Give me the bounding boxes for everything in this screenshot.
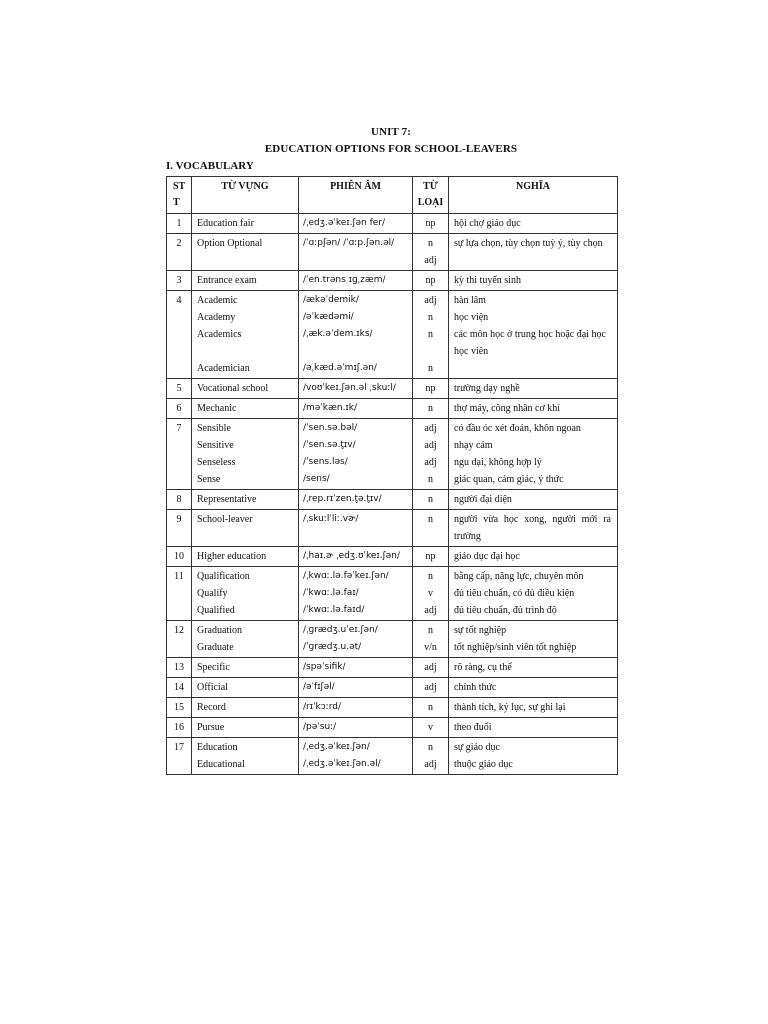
phonetic-transcription: /məˈkæn.ɪk/ <box>299 399 413 419</box>
vocabulary-table <box>166 176 618 775</box>
row-number: 9 <box>167 510 192 547</box>
vocab-word: Education fair <box>192 214 299 234</box>
row-number: 4 <box>167 291 192 379</box>
vocab-word: Vocational school <box>192 379 299 399</box>
table-row <box>167 738 618 775</box>
vocab-word: Higher education <box>192 547 299 567</box>
row-number: 13 <box>167 658 192 678</box>
phonetic-transcription: /spəˈsifik/ <box>299 658 413 678</box>
vocab-word: Entrance exam <box>192 271 299 291</box>
vocab-word: Graduation Graduate <box>192 621 299 658</box>
meaning: hội chợ giáo dục <box>449 214 618 234</box>
vocab-word: School-leaver <box>192 510 299 547</box>
phonetic-transcription: /ˈen.trəns ɪɡˌzæm/ <box>299 271 413 291</box>
vocab-word: Sensible Sensitive Senseless Sense <box>192 419 299 490</box>
meaning: có đầu óc xét đoán, khôn ngoan nhạy cảm ngu dại, không hợp lý giác quan, cảm giác, ý thức <box>449 419 618 490</box>
section-title: I. VOCABULARY <box>166 160 254 172</box>
vocab-word: Record <box>192 698 299 718</box>
part-of-speech: np <box>413 271 449 291</box>
table-row <box>167 490 618 510</box>
meaning: theo đuổi <box>449 718 618 738</box>
header-meaning: NGHĨA <box>449 177 618 214</box>
table-row <box>167 718 618 738</box>
table-row <box>167 698 618 718</box>
meaning: thành tích, kỷ lục, sự ghi lại <box>449 698 618 718</box>
header-stt: ST T <box>167 177 192 214</box>
row-number: 6 <box>167 399 192 419</box>
row-number: 10 <box>167 547 192 567</box>
meaning: sự lựa chọn, tùy chọn tuỳ ý, tùy chọn <box>449 234 618 271</box>
phonetic-transcription: /ˈsen.sə.bəl/ /ˈsen.sə.t̬ɪv/ /ˈsens.ləs/ /sens/ <box>299 419 413 490</box>
phonetic-transcription: /ˌedʒ.əˈkeɪ.ʃən/ /ˌedʒ.əˈkeɪ.ʃən.əl/ <box>299 738 413 775</box>
part-of-speech: v <box>413 718 449 738</box>
part-of-speech: adj <box>413 678 449 698</box>
meaning: người đại diện <box>449 490 618 510</box>
row-number: 17 <box>167 738 192 775</box>
row-number: 11 <box>167 567 192 621</box>
header-phonetic: PHIÊN ÂM <box>299 177 413 214</box>
row-number: 2 <box>167 234 192 271</box>
phonetic-transcription: /ˌedʒ.əˈkeɪ.ʃən fer/ <box>299 214 413 234</box>
vocab-word: Education Educational <box>192 738 299 775</box>
part-of-speech: n <box>413 698 449 718</box>
table-row <box>167 547 618 567</box>
phonetic-transcription: /ˌɡrædʒ.uˈeɪ.ʃən/ /ˈɡrædʒ.u.ət/ <box>299 621 413 658</box>
phonetic-transcription: /rɪˈkɔːrd/ <box>299 698 413 718</box>
table-row <box>167 419 618 490</box>
table-body <box>167 214 618 775</box>
table-header-row <box>167 177 618 214</box>
part-of-speech: n v adj <box>413 567 449 621</box>
row-number: 16 <box>167 718 192 738</box>
vocab-word: Pursue <box>192 718 299 738</box>
meaning: kỳ thi tuyển sinh <box>449 271 618 291</box>
vocab-word: Specific <box>192 658 299 678</box>
row-number: 3 <box>167 271 192 291</box>
part-of-speech: n <box>413 399 449 419</box>
table-row <box>167 621 618 658</box>
vocab-word: Option Optional <box>192 234 299 271</box>
phonetic-transcription: /ˈɑːpʃən/ /ˈɑːp.ʃən.əl/ <box>299 234 413 271</box>
meaning: sự giáo dục thuộc giáo dục <box>449 738 618 775</box>
vocab-word: Representative <box>192 490 299 510</box>
phonetic-transcription: /voʊˈkeɪ.ʃən.əl ˌskuːl/ <box>299 379 413 399</box>
table-row <box>167 399 618 419</box>
row-number: 7 <box>167 419 192 490</box>
phonetic-transcription: /ˌskuːlˈliː.vɚ/ <box>299 510 413 547</box>
part-of-speech: np <box>413 214 449 234</box>
row-number: 1 <box>167 214 192 234</box>
phonetic-transcription: /ækəˈdemik/ /əˈkædəmi/ /ˌæk.əˈdem.ɪks/ /əˌkæd.əˈmɪʃ.ən/ <box>299 291 413 379</box>
table-row <box>167 234 618 271</box>
meaning: hàn lâm học viện các môn học ở trung học hoặc đại học học viên <box>449 291 618 379</box>
vocab-word: Official <box>192 678 299 698</box>
table-row <box>167 510 618 547</box>
meaning: sự tốt nghiệp tốt nghiệp/sinh viên tốt nghiệp <box>449 621 618 658</box>
meaning: giáo dục đại học <box>449 547 618 567</box>
part-of-speech: adj adj adj n <box>413 419 449 490</box>
row-number: 8 <box>167 490 192 510</box>
part-of-speech: adj n n n <box>413 291 449 379</box>
row-number: 12 <box>167 621 192 658</box>
table-row <box>167 658 618 678</box>
vocab-word: Mechanic <box>192 399 299 419</box>
phonetic-transcription: /əˈfɪʃəl/ <box>299 678 413 698</box>
row-number: 14 <box>167 678 192 698</box>
meaning: người vừa học xong, người mới ra trường <box>449 510 618 547</box>
table-row <box>167 291 618 379</box>
part-of-speech: n v/n <box>413 621 449 658</box>
phonetic-transcription: /ˌkwɑː.lə.fəˈkeɪ.ʃən/ /ˈkwɑː.lə.faɪ/ /ˈkwɑː.lə.faɪd/ <box>299 567 413 621</box>
part-of-speech: np <box>413 547 449 567</box>
part-of-speech: adj <box>413 658 449 678</box>
meaning: chính thức <box>449 678 618 698</box>
table-row <box>167 379 618 399</box>
table-row <box>167 271 618 291</box>
part-of-speech: n adj <box>413 738 449 775</box>
phonetic-transcription: /ˌhaɪ.ɚ ˌedʒ.ʊˈkeɪ.ʃən/ <box>299 547 413 567</box>
phonetic-transcription: /pəˈsuː/ <box>299 718 413 738</box>
part-of-speech: np <box>413 379 449 399</box>
table-row <box>167 567 618 621</box>
phonetic-transcription: /ˌrep.rɪˈzen.t̬ə.t̬ɪv/ <box>299 490 413 510</box>
table-row <box>167 214 618 234</box>
row-number: 15 <box>167 698 192 718</box>
vocab-word: Qualification Qualify Qualified <box>192 567 299 621</box>
meaning: rõ ràng, cụ thể <box>449 658 618 678</box>
meaning: thợ máy, công nhân cơ khí <box>449 399 618 419</box>
meaning: bằng cấp, năng lực, chuyên môn đủ tiêu chuẩn, có đủ điều kiện đủ tiêu chuẩn, đủ trình độ <box>449 567 618 621</box>
header-word: TỪ VỰNG <box>192 177 299 214</box>
unit-label: UNIT 7: <box>371 126 411 138</box>
part-of-speech: n adj <box>413 234 449 271</box>
part-of-speech: n <box>413 510 449 547</box>
table-row <box>167 678 618 698</box>
unit-title: EDUCATION OPTIONS FOR SCHOOL-LEAVERS <box>264 143 518 155</box>
header-pos: TỪ LOẠI <box>413 177 449 214</box>
part-of-speech: n <box>413 490 449 510</box>
vocab-word: Academic Academy Academics Academician <box>192 291 299 379</box>
meaning: trường dạy nghề <box>449 379 618 399</box>
row-number: 5 <box>167 379 192 399</box>
